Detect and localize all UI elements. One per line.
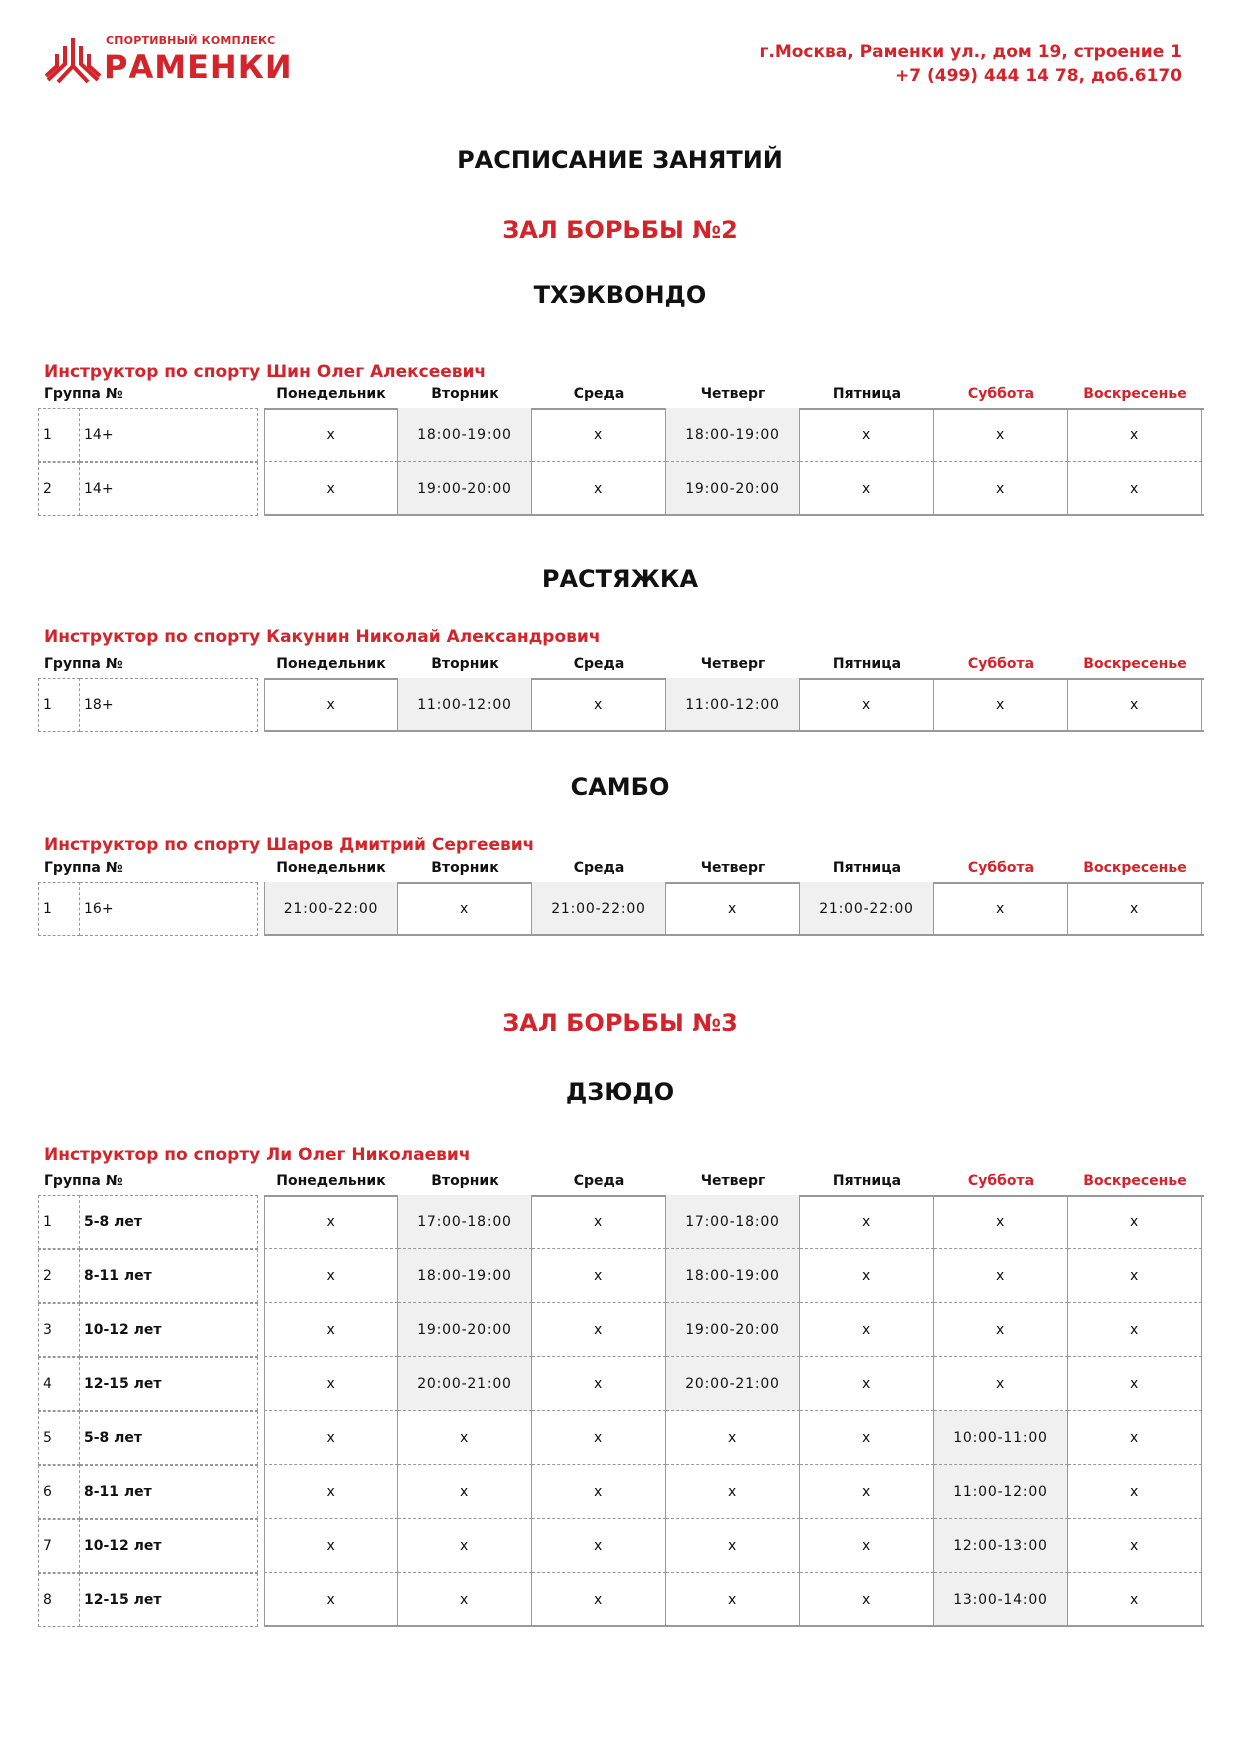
header-day: Понедельник: [276, 656, 386, 672]
schedule-cell: x: [1068, 1357, 1202, 1411]
schedule-cell: x: [264, 462, 398, 516]
group-number: 6: [38, 1465, 80, 1519]
schedule-cell: x: [264, 1303, 398, 1357]
schedule-cell: x: [800, 1573, 934, 1627]
schedule-cell: x: [1068, 1195, 1202, 1249]
group-age: 5-8 лет: [80, 1195, 258, 1249]
schedule-cell: x: [666, 1411, 800, 1465]
group-number: 2: [38, 462, 80, 516]
group-number: 5: [38, 1411, 80, 1465]
schedule-cell: x: [800, 678, 934, 732]
schedule-cell: x: [1068, 1465, 1202, 1519]
logo-subtitle: СПОРТИВНЫЙ КОМПЛЕКС: [106, 34, 276, 47]
group-number: 2: [38, 1249, 80, 1303]
group-age: 18+: [80, 678, 258, 732]
schedule-cell: x: [934, 882, 1068, 936]
header-day: Пятница: [832, 386, 902, 402]
schedule-cell: 20:00-21:00: [398, 1357, 532, 1411]
schedule-cell: x: [800, 1519, 934, 1573]
schedule-cell: x: [800, 1465, 934, 1519]
schedule-cell: x: [1068, 1573, 1202, 1627]
schedule-cell: 19:00-20:00: [666, 462, 800, 516]
header-group: Группа №: [44, 1173, 123, 1189]
group-age: 10-12 лет: [80, 1303, 258, 1357]
table-header: [0, 386, 1240, 406]
group-age: 10-12 лет: [80, 1519, 258, 1573]
schedule-cell: x: [1068, 408, 1202, 462]
instructor-name: Инструктор по спорту Какунин Николай Александрович: [44, 627, 601, 647]
schedule-cell: x: [532, 1519, 666, 1573]
hall-3-title: ЗАЛ БОРЬБЫ №3: [502, 1009, 738, 1037]
group-age: 5-8 лет: [80, 1411, 258, 1465]
schedule-cell: x: [800, 1411, 934, 1465]
header-group: Группа №: [44, 860, 123, 876]
schedule-cell: x: [800, 1357, 934, 1411]
schedule-cell: x: [398, 1411, 532, 1465]
header-day: Вторник: [431, 386, 499, 402]
schedule-cell: 21:00-22:00: [532, 882, 666, 936]
header-day: Суббота: [967, 1173, 1035, 1189]
group-number: 4: [38, 1357, 80, 1411]
header-day: Среда: [573, 1173, 625, 1189]
schedule-cell: 13:00-14:00: [934, 1573, 1068, 1627]
schedule-cell: 18:00-19:00: [666, 408, 800, 462]
header-day: Пятница: [832, 860, 902, 876]
schedule-cell: x: [532, 1357, 666, 1411]
schedule-table: [38, 882, 1204, 936]
schedule-cell: 18:00-19:00: [398, 1249, 532, 1303]
schedule-cell: x: [532, 1195, 666, 1249]
header-day: Вторник: [431, 1173, 499, 1189]
schedule-cell: x: [264, 1249, 398, 1303]
schedule-cell: x: [800, 462, 934, 516]
schedule-cell: x: [1068, 1249, 1202, 1303]
group-age: 12-15 лет: [80, 1357, 258, 1411]
table-row: [38, 1249, 1204, 1303]
group-number: 8: [38, 1573, 80, 1627]
schedule-cell: x: [532, 1249, 666, 1303]
schedule-cell: x: [398, 1465, 532, 1519]
group-number: 1: [38, 678, 80, 732]
schedule-cell: 18:00-19:00: [398, 408, 532, 462]
schedule-cell: x: [666, 882, 800, 936]
schedule-cell: x: [1068, 678, 1202, 732]
instructor-name: Инструктор по спорту Шаров Дмитрий Сергеевич: [44, 835, 535, 855]
schedule-cell: 11:00-12:00: [398, 678, 532, 732]
table-row: [38, 1357, 1204, 1411]
header-day: Среда: [573, 656, 625, 672]
schedule-cell: 19:00-20:00: [398, 462, 532, 516]
group-number: 1: [38, 1195, 80, 1249]
instructor-name: Инструктор по спорту Ли Олег Николаевич: [44, 1145, 471, 1165]
schedule-cell: x: [934, 1249, 1068, 1303]
schedule-cell: x: [666, 1465, 800, 1519]
table-header: [0, 860, 1240, 880]
header-group: Группа №: [44, 656, 123, 672]
header-day: Суббота: [967, 656, 1035, 672]
schedule-cell: x: [264, 1411, 398, 1465]
header-day: Воскресенье: [1083, 1173, 1187, 1189]
schedule-cell: 20:00-21:00: [666, 1357, 800, 1411]
contact-info: [760, 40, 1183, 88]
schedule-cell: 21:00-22:00: [800, 882, 934, 936]
table-bottom-border: [264, 934, 1204, 936]
schedule-cell: x: [1068, 882, 1202, 936]
group-number: 7: [38, 1519, 80, 1573]
header-day: Суббота: [967, 386, 1035, 402]
schedule-cell: x: [532, 1573, 666, 1627]
schedule-cell: x: [666, 1573, 800, 1627]
group-age: 8-11 лет: [80, 1249, 258, 1303]
schedule-table: [38, 678, 1204, 732]
table-row: [38, 408, 1204, 462]
schedule-cell: x: [532, 1411, 666, 1465]
header-day: Воскресенье: [1083, 386, 1187, 402]
schedule-cell: x: [532, 1465, 666, 1519]
schedule-cell: x: [264, 408, 398, 462]
schedule-cell: x: [398, 1519, 532, 1573]
table-row: [38, 678, 1204, 732]
schedule-cell: 10:00-11:00: [934, 1411, 1068, 1465]
schedule-cell: x: [264, 678, 398, 732]
header-day: Понедельник: [276, 1173, 386, 1189]
schedule-cell: x: [1068, 1411, 1202, 1465]
address: г.Москва, Раменки ул., дом 19, строение 1: [759, 42, 1182, 62]
table-row: [38, 1465, 1204, 1519]
table-row: [38, 1303, 1204, 1357]
sport-title: САМБО: [570, 773, 670, 801]
schedule-cell: x: [1068, 1519, 1202, 1573]
hall-2-title: ЗАЛ БОРЬБЫ №2: [502, 216, 738, 244]
header-day: Четверг: [700, 386, 766, 402]
table-row: [38, 1573, 1204, 1627]
header-day: Воскресенье: [1083, 656, 1187, 672]
header-day: Воскресенье: [1083, 860, 1187, 876]
schedule-cell: 12:00-13:00: [934, 1519, 1068, 1573]
schedule-cell: x: [934, 462, 1068, 516]
schedule-cell: x: [666, 1519, 800, 1573]
table-bottom-border: [264, 514, 1204, 516]
schedule-cell: 18:00-19:00: [666, 1249, 800, 1303]
schedule-cell: x: [934, 408, 1068, 462]
schedule-cell: x: [800, 1195, 934, 1249]
table-header: [0, 656, 1240, 676]
schedule-cell: x: [264, 1465, 398, 1519]
header-day: Пятница: [832, 656, 902, 672]
header-day: Понедельник: [276, 860, 386, 876]
table-bottom-border: [264, 1625, 1204, 1627]
header-day: Суббота: [967, 860, 1035, 876]
schedule-cell: x: [934, 1303, 1068, 1357]
schedule-cell: x: [1068, 1303, 1202, 1357]
header-day: Вторник: [431, 860, 499, 876]
table-row: [38, 462, 1204, 516]
schedule-cell: 11:00-12:00: [934, 1465, 1068, 1519]
table-row: [38, 882, 1204, 936]
schedule-cell: x: [532, 408, 666, 462]
schedule-cell: 17:00-18:00: [666, 1195, 800, 1249]
table-row: [38, 1411, 1204, 1465]
sport-title: ТХЭКВОНДО: [533, 281, 707, 309]
header-day: Вторник: [431, 656, 499, 672]
schedule-cell: x: [532, 462, 666, 516]
schedule-cell: x: [800, 408, 934, 462]
schedule-cell: 21:00-22:00: [264, 882, 398, 936]
schedule-cell: x: [934, 1357, 1068, 1411]
schedule-cell: 19:00-20:00: [666, 1303, 800, 1357]
header-day: Четверг: [700, 860, 766, 876]
schedule-table: [38, 1195, 1204, 1627]
table-row: [38, 1195, 1204, 1249]
schedule-cell: x: [264, 1573, 398, 1627]
table-bottom-border: [264, 730, 1204, 732]
schedule-cell: x: [800, 1303, 934, 1357]
header-day: Четверг: [700, 656, 766, 672]
phone: +7 (499) 444 14 78, доб.6170: [895, 66, 1182, 86]
schedule-cell: x: [398, 1573, 532, 1627]
header-day: Среда: [573, 860, 625, 876]
schedule-cell: x: [532, 678, 666, 732]
group-age: 8-11 лет: [80, 1465, 258, 1519]
header-group: Группа №: [44, 386, 123, 402]
instructor-name: Инструктор по спорту Шин Олег Алексеевич: [44, 362, 487, 382]
group-age: 12-15 лет: [80, 1573, 258, 1627]
group-age: 14+: [80, 462, 258, 516]
header-day: Среда: [573, 386, 625, 402]
table-header: [0, 1173, 1240, 1193]
schedule-cell: 19:00-20:00: [398, 1303, 532, 1357]
logo-title: РАМЕНКИ: [104, 48, 293, 86]
group-number: 3: [38, 1303, 80, 1357]
schedule-cell: x: [934, 1195, 1068, 1249]
schedule-cell: x: [264, 1357, 398, 1411]
schedule-table: [38, 408, 1204, 516]
schedule-cell: x: [398, 882, 532, 936]
schedule-cell: x: [800, 1249, 934, 1303]
group-age: 16+: [80, 882, 258, 936]
sport-title: ДЗЮДО: [565, 1078, 675, 1106]
group-age: 14+: [80, 408, 258, 462]
sport-title: РАСТЯЖКА: [541, 565, 699, 593]
header-day: Четверг: [700, 1173, 766, 1189]
schedule-cell: x: [934, 678, 1068, 732]
logo: [44, 34, 293, 94]
schedule-cell: x: [264, 1195, 398, 1249]
table-row: [38, 1519, 1204, 1573]
header-day: Понедельник: [276, 386, 386, 402]
schedule-cell: 11:00-12:00: [666, 678, 800, 732]
group-number: 1: [38, 882, 80, 936]
group-number: 1: [38, 408, 80, 462]
schedule-cell: x: [1068, 462, 1202, 516]
schedule-cell: 17:00-18:00: [398, 1195, 532, 1249]
schedule-cell: x: [532, 1303, 666, 1357]
page-title: РАСПИСАНИЕ ЗАНЯТИЙ: [457, 146, 783, 174]
logo-emblem-icon: [44, 36, 102, 88]
schedule-cell: x: [264, 1519, 398, 1573]
header-day: Пятница: [832, 1173, 902, 1189]
